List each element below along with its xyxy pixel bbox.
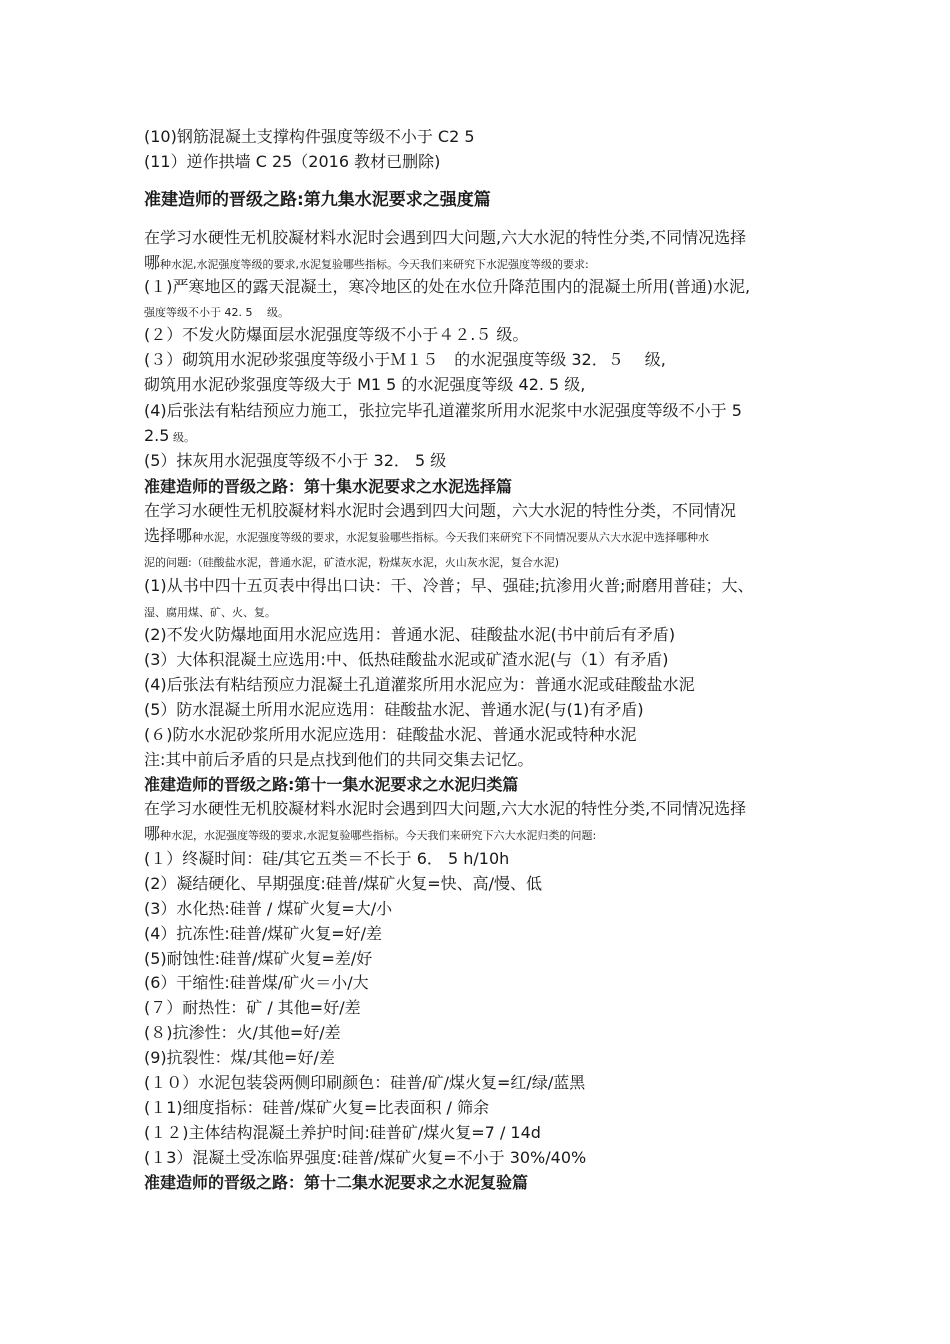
text-run-small: 级。	[169, 431, 195, 444]
text-line	[144, 550, 824, 574]
text-run-small: 强度等级不小于 42. 5 级。	[144, 306, 289, 319]
text-line: (２）不发火防爆面层水泥强度等级不小于４２.５ 级。	[144, 325, 529, 344]
text-line: 在学习水硬性无机胶凝材料水泥时会遇到四大问题，六大水泥的特性分类，不同情况	[144, 501, 737, 520]
text-line: (１)严寒地区的露天混凝土，寒冷地区的处在水位升降范围内的混凝土所用(普通)水泥,	[144, 277, 751, 296]
section-title-10: 准建造师的晋级之路：第十集水泥要求之水泥选择篇	[144, 477, 513, 496]
list-item: (１２)主体结构混凝土养护时间:硅普矿/煤火复=7 / 14d	[144, 1123, 541, 1142]
list-item: (１）终凝时间：硅/其它五类＝不长于 6． 5 h/10h	[144, 849, 510, 868]
text-line	[144, 600, 824, 624]
text-run-small: 种水泥，水泥强度等级的要求，水泥复验哪些指标。今天我们来研究下不同情况要从六大水泥中选择哪种水	[192, 531, 710, 544]
text-line: (4)后张法有粘结预应力混凝土孔道灌浆所用水泥应为：普通水泥或硅酸盐水泥	[144, 675, 695, 694]
text-line: 在学习水硬性无机胶凝材料水泥时会遇到四大问题,六大水泥的特性分类,不同情况选择	[144, 799, 747, 818]
list-item: (７）耐热性：矿 / 其他=好/差	[144, 998, 361, 1017]
text-line: (11）逆作拱墙 C 25（2016 教材已删除)	[144, 152, 441, 171]
list-item: (3）水化热:硅普 / 煤矿火复=大/小	[144, 899, 393, 918]
section-title-9: 准建造师的晋级之路:第九集水泥要求之强度篇	[144, 190, 491, 210]
list-item: (6）干缩性:硅普煤/矿火＝小/大	[144, 973, 369, 992]
text-run: 哪	[144, 253, 161, 272]
text-line	[144, 425, 824, 449]
list-item: (4）抗冻性:硅普/煤矿火复=好/差	[144, 924, 383, 943]
text-line	[144, 300, 824, 324]
text-line: 砌筑用水泥砂浆强度等级大于 M1 5 的水泥强度等级 42. 5 级,	[144, 375, 586, 394]
list-item: (１3）混凝土受冻临界强度:硅普/煤矿火复=不小于 30%/40%	[144, 1148, 587, 1167]
list-item: (2）凝结硬化、早期强度:硅普/煤矿火复=快、高/慢、低	[144, 874, 543, 893]
text-run-small: 种水泥，水泥强度等级的要求,水泥复验哪些指标。今天我们来研究下六大水泥归类的问题:	[160, 829, 597, 842]
text-run-small: 湿、腐用煤、矿、火、复。	[144, 606, 276, 619]
list-item: (１０）水泥包装袋两侧印刷颜色：硅普/矿/煤火复=红/绿/蓝黑	[144, 1073, 586, 1092]
text-line: 注:其中前后矛盾的只是点找到他们的共同交集去记忆。	[144, 750, 534, 769]
text-run-small: 种水泥,水泥强度等级的要求,水泥复验哪些指标。今天我们来研究下水泥强度等级的要求:	[160, 258, 589, 271]
text-run: 选择哪	[144, 526, 193, 545]
text-line: (5）防水混凝土所用水泥应选用：硅酸盐水泥、普通水泥(与(1)有矛盾)	[144, 700, 644, 719]
text-run-small: 泥的问题:（硅酸盐水泥，普通水泥，矿渣水泥，粉煤灰水泥，火山灰水泥，复合水泥)	[144, 556, 559, 569]
list-item: (5)耐蚀性:硅普/煤矿火复=差/好	[144, 949, 373, 968]
text-run: 2.5	[144, 426, 170, 445]
text-line: (2)不发火防爆地面用水泥应选用：普通水泥、硅酸盐水泥(书中前后有矛盾)	[144, 625, 676, 644]
text-line: (4)后张法有粘结预应力施工，张拉完毕孔道灌浆所用水泥浆中水泥强度等级不小于 5	[144, 401, 742, 420]
list-item: (１1)细度指标：硅普/煤矿火复=比表面积 / 筛余	[144, 1098, 490, 1117]
section-title-12: 准建造师的晋级之路：第十二集水泥要求之水泥复验篇	[144, 1173, 529, 1192]
text-line	[144, 823, 824, 847]
text-line: 在学习水硬性无机胶凝材料水泥时会遇到四大问题,六大水泥的特性分类,不同情况选择	[144, 228, 747, 247]
section-title-11: 准建造师的晋级之路:第十一集水泥要求之水泥归类篇	[144, 775, 519, 794]
text-line: (10)钢筋混凝土支撑构件强度等级不小于 C2 5	[144, 127, 475, 146]
text-line	[144, 252, 824, 276]
text-line: (３）砌筑用水泥砂浆强度等级小于Ｍ１５ 的水泥强度等级 32．５ 级,	[144, 350, 666, 369]
text-line: (６)防水水泥砂浆所用水泥应选用：硅酸盐水泥、普通水泥或特种水泥	[144, 725, 637, 744]
list-item: (８)抗渗性：火/其他=好/差	[144, 1023, 341, 1042]
text-line: (5）抹灰用水泥强度等级不小于 32． 5 级	[144, 451, 447, 470]
text-run: 哪	[144, 824, 161, 843]
text-line: (1)从书中四十五页表中得出口诀：干、冷普；早、强硅;抗渗用火普;耐磨用普硅；大、	[144, 576, 754, 595]
text-line: (3）大体积混凝土应选用:中、低热硅酸盐水泥或矿渣水泥(与（1）有矛盾)	[144, 650, 669, 669]
text-line	[144, 525, 824, 549]
list-item: (9)抗裂性：煤/其他=好/差	[144, 1048, 335, 1067]
